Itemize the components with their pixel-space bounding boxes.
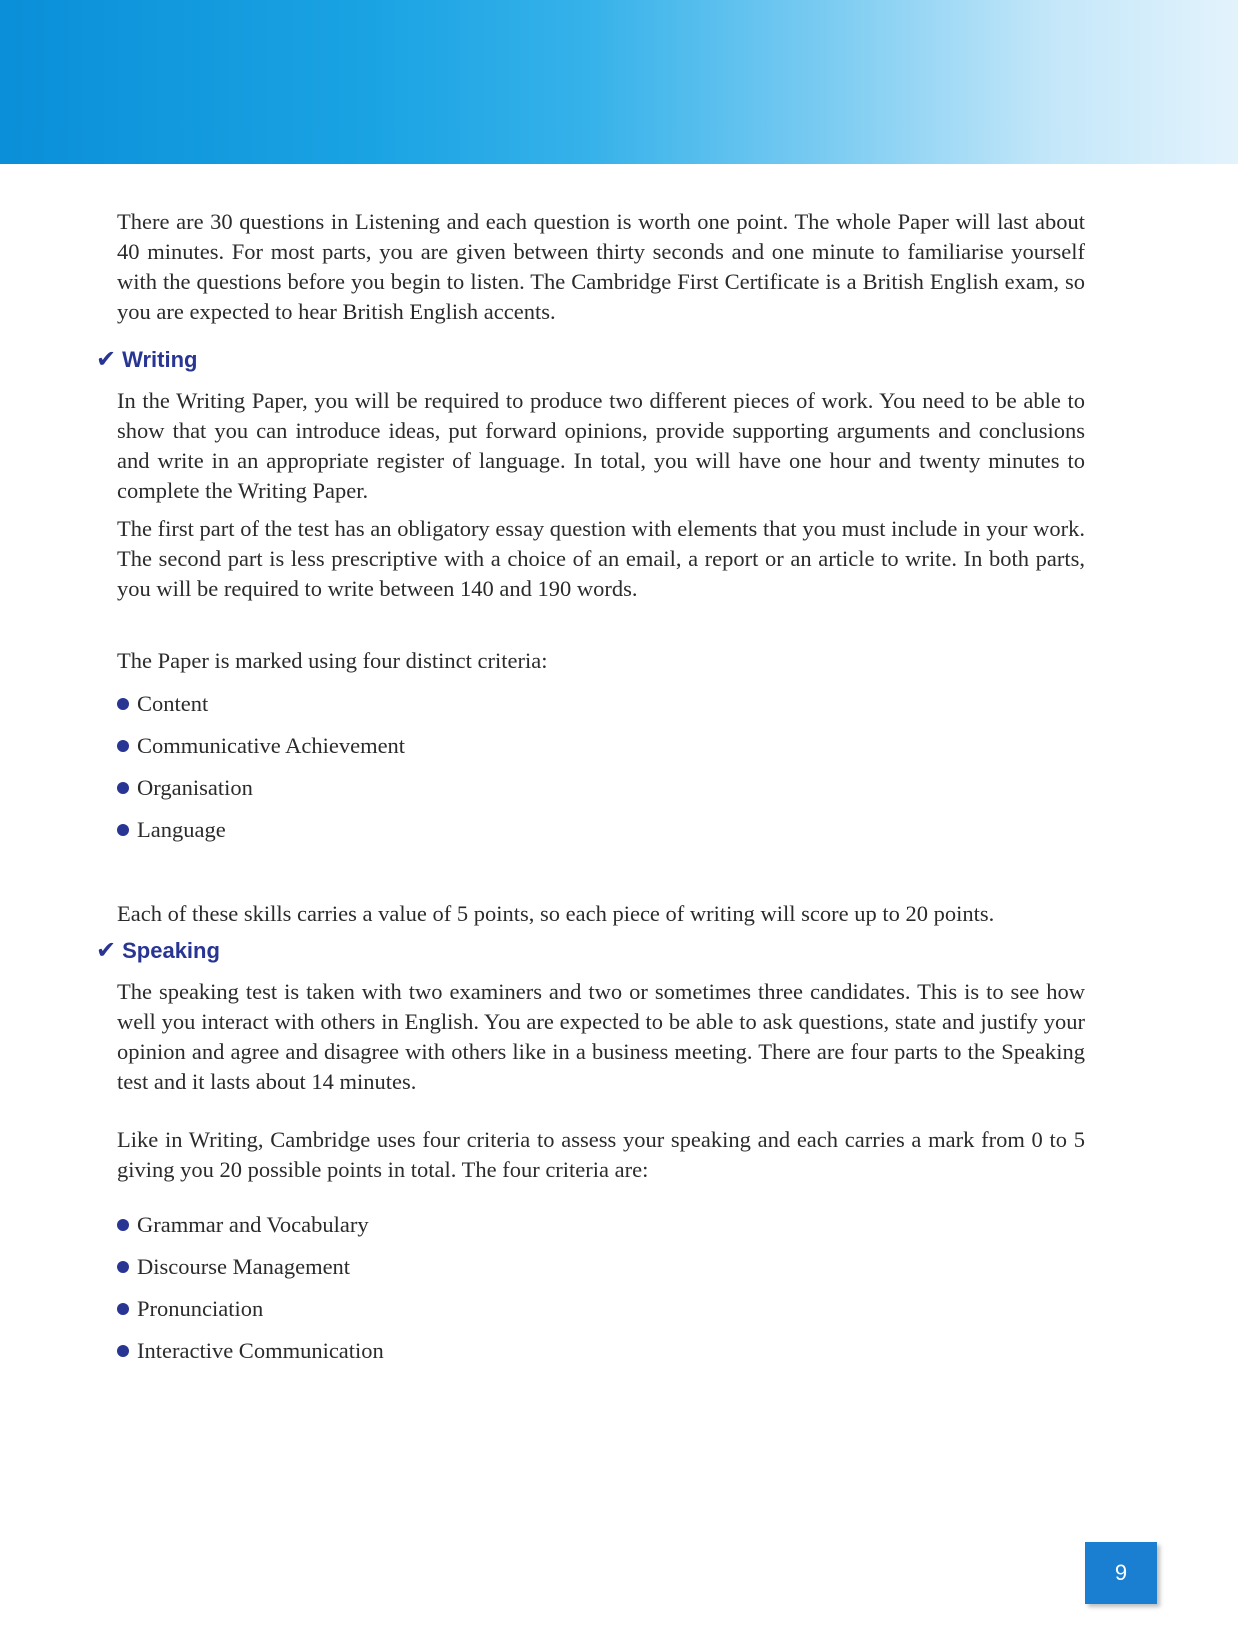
list-item: [117, 689, 208, 719]
header-banner: [0, 0, 1238, 164]
bullet-icon: [117, 698, 129, 710]
writing-heading-label: Writing: [122, 347, 198, 372]
bullet-icon: [117, 740, 129, 752]
list-item-label: Organisation: [137, 775, 253, 800]
writing-closing: Each of these skills carries a value of 5 points, so each piece of writing will score up to 20 points.: [117, 901, 995, 926]
list-item: [117, 731, 405, 761]
bullet-icon: [117, 824, 129, 836]
bullet-icon: [117, 1219, 129, 1231]
list-item-label: Language: [137, 817, 226, 842]
writing-heading: [96, 345, 197, 375]
list-item-label: Discourse Management: [137, 1254, 351, 1279]
list-item-label: Interactive Communication: [137, 1338, 384, 1363]
bullet-icon: [117, 1261, 129, 1273]
bullet-icon: [117, 1303, 129, 1315]
checkmark-icon: ✔: [96, 346, 117, 373]
intro-paragraph: There are 30 questions in Listening and each question is worth one point. The whole Paper will last about 40 minutes. For most parts, you are given between thirty seconds and one minute to familiarise yourself with the questions before you begin to listen. The Cambridge First Certificate is a British English exam, so you are expected to hear British English accents.: [117, 209, 1085, 324]
list-item-label: Pronunciation: [137, 1296, 264, 1321]
list-item: [117, 1336, 384, 1366]
list-item-label: Communicative Achievement: [137, 733, 406, 758]
bullet-icon: [117, 1345, 129, 1357]
list-item: [117, 815, 226, 845]
list-item: [117, 1252, 350, 1282]
bullet-icon: [117, 782, 129, 794]
speaking-paragraph-1: The speaking test is taken with two examiners and two or sometimes three candidates. This is to see how well you interact with others in English. You are expected to be able to ask questions, state and justify your opinion and agree and disagree with others like in a business meeting. There are four parts to the Speaking test and it lasts about 14 minutes.: [117, 979, 1085, 1094]
list-item: [117, 1294, 263, 1324]
list-item-label: Grammar and Vocabulary: [137, 1212, 369, 1237]
writing-criteria-intro: The Paper is marked using four distinct criteria:: [117, 648, 548, 673]
list-item: [117, 1210, 369, 1240]
speaking-paragraph-2: Like in Writing, Cambridge uses four criteria to assess your speaking and each carries a mark from 0 to 5 giving you 20 possible points in total. The four criteria are:: [117, 1127, 1085, 1182]
page-number: 9: [1085, 1542, 1157, 1604]
writing-paragraph-1: In the Writing Paper, you will be required to produce two different pieces of work. You need to be able to show that you can introduce ideas, put forward opinions, provide supporting arguments and conclusions and write in an appropriate register of language. In total, you will have one hour and twenty minutes to complete the Writing Paper.: [117, 388, 1085, 503]
list-item: [117, 773, 253, 803]
speaking-heading: [96, 936, 220, 966]
writing-paragraph-2: The first part of the test has an obligatory essay question with elements that you must include in your work. The second part is less prescriptive with a choice of an email, a report or an article to write. In both parts, you will be required to write between 140 and 190 words.: [117, 516, 1085, 601]
checkmark-icon: ✔: [96, 937, 117, 964]
list-item-label: Content: [137, 691, 209, 716]
speaking-heading-label: Speaking: [122, 938, 220, 963]
